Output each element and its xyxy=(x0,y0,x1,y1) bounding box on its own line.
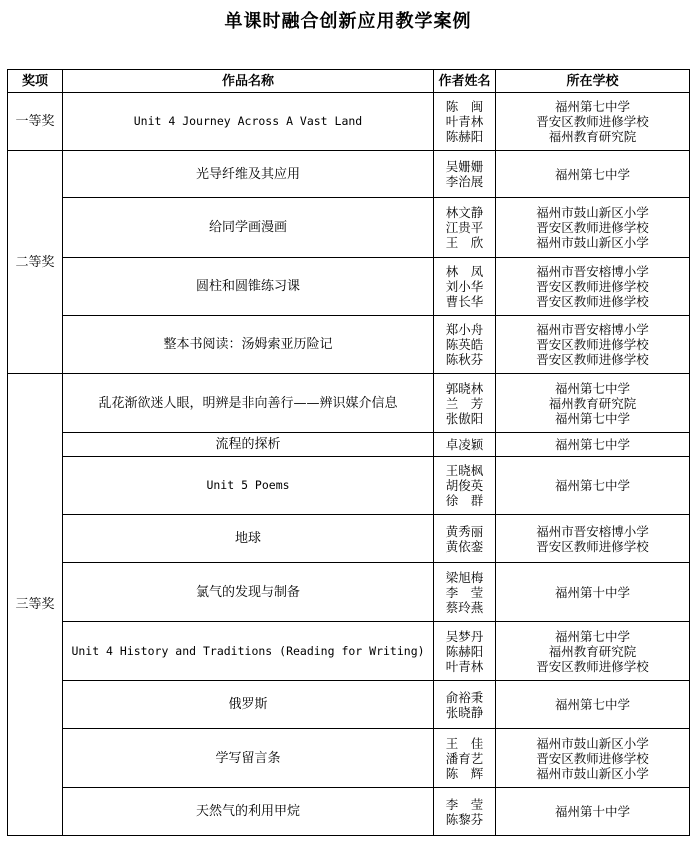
school-name: 福州第十中学 xyxy=(554,804,630,819)
author-name: 林 凤 xyxy=(445,264,484,279)
school-cell xyxy=(496,258,690,316)
page-title: 单课时融合创新应用教学案例 xyxy=(224,11,472,32)
school-cell xyxy=(496,515,690,563)
author-name: 徐 群 xyxy=(445,493,484,508)
author-name: 黄依銮 xyxy=(445,538,484,554)
award-cell: 一等奖 xyxy=(8,93,63,151)
school-cell xyxy=(496,729,690,788)
table-row xyxy=(8,729,690,788)
author-name: 陈秋芬 xyxy=(445,352,484,367)
work-title-cell: 整本书阅读：汤姆索亚历险记 xyxy=(63,316,434,374)
author-name: 叶青林 xyxy=(445,114,484,129)
school-name: 福州第七中学 xyxy=(554,166,630,182)
authors-cell xyxy=(434,93,496,151)
author-name: 张晓静 xyxy=(445,704,484,720)
school-name: 福州第七中学 xyxy=(554,380,630,396)
authors-cell xyxy=(434,788,496,836)
school-name: 福州第七中学 xyxy=(554,478,630,493)
school-cell xyxy=(496,93,690,151)
authors-cell xyxy=(434,622,496,681)
school-name: 晋安区教师进修学校 xyxy=(536,538,649,554)
author-name: 郑小舟 xyxy=(445,322,484,337)
school-name: 福州市鼓山新区小学 xyxy=(536,765,649,781)
table-row xyxy=(8,258,690,316)
author-name: 陈 闽 xyxy=(445,99,484,114)
school-name: 晋安区教师进修学校 xyxy=(536,294,649,309)
author-name: 陈 辉 xyxy=(445,765,484,781)
author-name: 陈赫阳 xyxy=(445,643,484,659)
author-name: 江贵平 xyxy=(445,220,484,235)
header-award: 奖项 xyxy=(8,70,63,93)
author-name: 曹长华 xyxy=(445,294,484,309)
school-name: 晋安区教师进修学校 xyxy=(536,352,649,367)
author-name: 陈英皓 xyxy=(445,337,484,352)
authors-cell xyxy=(434,681,496,729)
school-name: 福州第七中学 xyxy=(554,99,630,114)
author-name: 吴姗姗 xyxy=(445,159,484,174)
school-cell xyxy=(496,151,690,198)
award-table xyxy=(7,69,690,836)
header-school: 所在学校 xyxy=(496,70,690,93)
author-name: 刘小华 xyxy=(445,279,484,294)
author-name: 陈黎芬 xyxy=(445,811,484,827)
school-cell xyxy=(496,198,690,258)
school-name: 晋安区教师进修学校 xyxy=(536,750,649,766)
table-row xyxy=(8,93,690,151)
author-name: 蔡玲燕 xyxy=(445,599,484,615)
table-row xyxy=(8,198,690,258)
work-title-cell: 给同学画漫画 xyxy=(63,198,434,258)
work-title-cell: 天然气的利用甲烷 xyxy=(63,788,434,836)
author-name: 黄秀丽 xyxy=(445,523,484,539)
award-cell: 三等奖 xyxy=(8,374,63,836)
authors-cell xyxy=(434,151,496,198)
table-row xyxy=(8,788,690,836)
header-work-title: 作品名称 xyxy=(63,70,434,93)
school-name: 福州教育研究院 xyxy=(548,129,637,144)
school-name: 福州教育研究院 xyxy=(548,395,637,411)
author-name: 胡俊英 xyxy=(445,478,484,493)
authors-cell xyxy=(434,729,496,788)
school-name: 晋安区教师进修学校 xyxy=(536,658,649,674)
school-cell xyxy=(496,563,690,622)
table-row xyxy=(8,316,690,374)
school-name: 晋安区教师进修学校 xyxy=(536,220,649,235)
table-row xyxy=(8,433,690,457)
school-name: 福州教育研究院 xyxy=(548,643,637,659)
authors-cell xyxy=(434,515,496,563)
work-title-cell: Unit 4 Journey Across A Vast Land xyxy=(63,93,434,151)
school-name: 晋安区教师进修学校 xyxy=(536,337,649,352)
author-name: 李 莹 xyxy=(445,584,484,600)
work-title-cell: Unit 5 Poems xyxy=(63,457,434,515)
header-row xyxy=(8,70,690,93)
author-name: 林文静 xyxy=(445,205,484,220)
school-name: 福州市晋安榕博小学 xyxy=(536,523,649,539)
author-name: 王 佳 xyxy=(445,735,484,751)
author-name: 兰 芳 xyxy=(445,395,484,411)
work-title-cell: 流程的探析 xyxy=(63,433,434,457)
authors-cell xyxy=(434,433,496,457)
author-name: 吴梦丹 xyxy=(445,628,484,644)
school-cell xyxy=(496,681,690,729)
school-name: 福州第七中学 xyxy=(554,437,630,452)
author-name: 叶青林 xyxy=(445,658,484,674)
table-row xyxy=(8,374,690,433)
authors-cell xyxy=(434,198,496,258)
author-name: 王晓枫 xyxy=(445,463,484,478)
work-title-cell: 学写留言条 xyxy=(63,729,434,788)
author-name: 张傲阳 xyxy=(445,410,484,426)
table-body xyxy=(8,93,690,836)
authors-cell xyxy=(434,258,496,316)
table-row xyxy=(8,515,690,563)
school-name: 福州市鼓山新区小学 xyxy=(536,735,649,751)
school-name: 福州市晋安榕博小学 xyxy=(536,322,649,337)
author-name: 王 欣 xyxy=(445,235,484,250)
authors-cell xyxy=(434,457,496,515)
school-cell xyxy=(496,316,690,374)
school-name: 福州市鼓山新区小学 xyxy=(536,235,649,250)
school-name: 福州第十中学 xyxy=(554,584,630,600)
school-name: 福州第七中学 xyxy=(554,410,630,426)
author-name: 李治展 xyxy=(445,174,484,189)
work-title-cell: 俄罗斯 xyxy=(63,681,434,729)
school-name: 晋安区教师进修学校 xyxy=(536,279,649,294)
school-name: 福州第七中学 xyxy=(554,697,630,712)
author-name: 俞裕秉 xyxy=(445,689,484,705)
school-cell xyxy=(496,457,690,515)
table-row xyxy=(8,151,690,198)
school-cell xyxy=(496,788,690,836)
authors-cell xyxy=(434,374,496,433)
author-name: 李 莹 xyxy=(445,796,484,812)
author-name: 梁旭梅 xyxy=(445,569,484,585)
work-title-cell: 光导纤维及其应用 xyxy=(63,151,434,198)
school-name: 福州市晋安榕博小学 xyxy=(536,264,649,279)
school-name: 福州第七中学 xyxy=(554,628,630,644)
author-name: 潘育艺 xyxy=(445,750,484,766)
work-title-cell: 乱花渐欲迷人眼，明辨是非向善行——辨识媒介信息 xyxy=(63,374,434,433)
school-cell xyxy=(496,374,690,433)
table-row xyxy=(8,563,690,622)
table-row xyxy=(8,622,690,681)
work-title-cell: 地球 xyxy=(63,515,434,563)
school-cell xyxy=(496,433,690,457)
author-name: 卓凌颖 xyxy=(445,437,484,452)
header-authors: 作者姓名 xyxy=(434,70,496,93)
table-row xyxy=(8,457,690,515)
school-name: 福州市鼓山新区小学 xyxy=(536,205,649,220)
work-title-cell: Unit 4 History and Traditions (Reading for Writing) xyxy=(63,622,434,681)
table-row xyxy=(8,681,690,729)
authors-cell xyxy=(434,316,496,374)
award-cell: 二等奖 xyxy=(8,151,63,374)
authors-cell xyxy=(434,563,496,622)
author-name: 郭晓林 xyxy=(445,380,484,396)
school-cell xyxy=(496,622,690,681)
author-name: 陈赫阳 xyxy=(445,129,484,144)
work-title-cell: 圆柱和圆锥练习课 xyxy=(63,258,434,316)
work-title-cell: 氯气的发现与制备 xyxy=(63,563,434,622)
school-name: 晋安区教师进修学校 xyxy=(536,114,649,129)
